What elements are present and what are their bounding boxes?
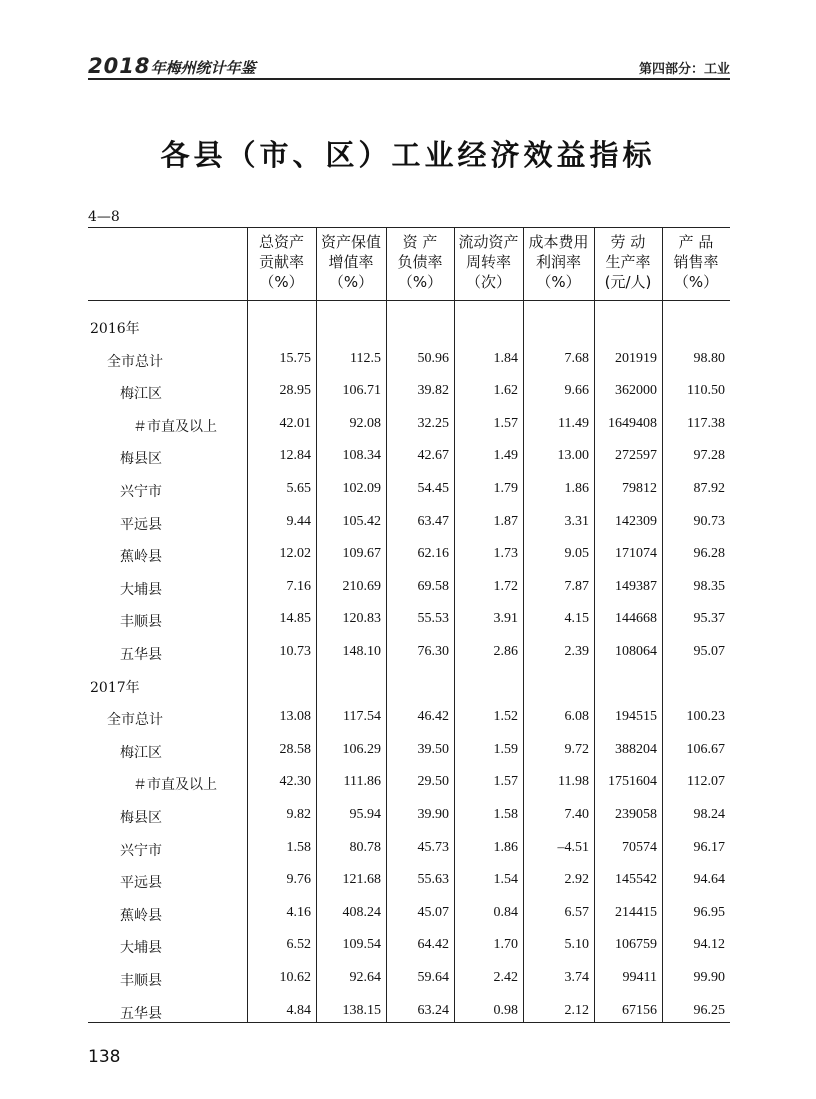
table-cell: 2.39	[564, 644, 589, 659]
table-cell: 50.96	[417, 350, 449, 366]
table-cell: 7.68	[564, 350, 589, 366]
column-header	[662, 232, 730, 292]
table-cell: 1.54	[493, 872, 518, 888]
table-cell: 12.02	[279, 546, 311, 562]
column-header	[386, 232, 454, 292]
table-cell: 5.65	[286, 481, 311, 496]
book-year: 2018	[88, 54, 151, 78]
table-cell: 194515	[615, 709, 657, 725]
table-cell: 42.30	[279, 774, 311, 790]
row-label: 梅县区	[120, 451, 162, 468]
table-cell: 4.84	[286, 1002, 311, 1018]
table-cell: 7.16	[286, 578, 311, 594]
year-row	[88, 310, 730, 342]
table-cell: 28.58	[279, 741, 311, 757]
table-row	[88, 343, 730, 375]
table-cell: 1.87	[493, 513, 518, 529]
table-cell: 201919	[615, 350, 657, 366]
row-label: 平远县	[120, 516, 162, 533]
row-label: 梅江区	[120, 386, 162, 403]
table-cell: 3.74	[564, 970, 589, 985]
table-cell: 98.80	[693, 350, 725, 366]
table-cell: 9.44	[286, 513, 311, 529]
header-rule	[88, 78, 730, 80]
table-cell: 4.16	[286, 904, 311, 920]
row-label: 丰顺县	[120, 614, 162, 631]
table-cell: 7.40	[564, 807, 589, 822]
table-cell: 214415	[615, 904, 657, 920]
table-cell: 9.05	[564, 546, 589, 562]
table-cell: 105.42	[342, 513, 381, 529]
column-header-line: 贡献率	[258, 253, 304, 271]
table-cell: 32.25	[417, 415, 449, 431]
table-cell: 98.35	[693, 578, 725, 594]
table-cell: 1.86	[564, 481, 589, 496]
table-cell: 76.30	[417, 644, 449, 659]
table-cell: 62.16	[417, 546, 449, 562]
row-label: 大埔县	[120, 581, 162, 598]
table-row	[88, 897, 730, 929]
table-row	[88, 636, 730, 668]
table-cell: 145542	[615, 872, 657, 888]
table-cell: 9.76	[286, 872, 311, 888]
table-cell: 15.75	[279, 350, 311, 366]
table-cell: 63.24	[417, 1002, 449, 1018]
column-header	[316, 232, 386, 292]
column-header-line: 负债率	[397, 253, 443, 271]
table-cell: 109.67	[342, 546, 381, 562]
table-cell: 106759	[615, 937, 657, 953]
table-cell: 98.24	[693, 807, 725, 822]
column-header	[454, 232, 523, 292]
row-label: ＃市直及以上	[133, 777, 217, 794]
table-cell: 117.38	[687, 415, 725, 431]
table-cell: 1.49	[493, 448, 518, 464]
table-cell: 99.90	[693, 970, 725, 985]
column-header-line: 周转率	[465, 253, 511, 271]
table-cell: 55.53	[417, 611, 449, 627]
table-cell: 5.10	[564, 937, 589, 953]
running-header	[88, 52, 730, 78]
row-label: 2016年	[90, 321, 140, 337]
table-cell: –4.51	[557, 839, 589, 855]
table-cell: 95.37	[693, 611, 725, 627]
table-row	[88, 375, 730, 407]
table-cell: 138.15	[342, 1002, 381, 1018]
table-cell: 108.34	[342, 448, 381, 464]
table-cell: 92.08	[349, 415, 381, 431]
table-cell: 87.92	[693, 481, 725, 496]
table-cell: 2.12	[564, 1002, 589, 1018]
table-row	[88, 408, 730, 440]
year-row	[88, 669, 730, 701]
table-cell: 106.67	[686, 741, 725, 757]
column-header-line: 增值率	[328, 253, 374, 271]
table-cell: 6.08	[564, 709, 589, 725]
table-row	[88, 734, 730, 766]
column-header-line: （次）	[465, 273, 511, 291]
table-cell: 3.91	[493, 611, 518, 627]
table-cell: 45.07	[417, 904, 449, 920]
table-cell: 90.73	[693, 513, 725, 529]
table-cell: 54.45	[417, 481, 449, 496]
table-cell: 1.52	[493, 709, 518, 725]
row-label: 蕉岭县	[120, 549, 162, 566]
row-label: 全市总计	[107, 712, 163, 729]
table-cell: 1.86	[493, 839, 518, 855]
table-cell: 239058	[615, 807, 657, 822]
column-header-line: 成本费用	[528, 233, 589, 251]
column-header-line: 产 品	[678, 233, 714, 251]
table-cell: 9.66	[564, 383, 589, 399]
column-header-line: 资产保值	[320, 233, 381, 251]
column-header-line: 劳 动	[610, 233, 646, 251]
column-header-line: 销售率	[673, 253, 719, 271]
page-number: 138	[88, 1047, 121, 1067]
table-cell: 272597	[615, 448, 657, 464]
row-label: 蕉岭县	[120, 907, 162, 924]
table-cell: 80.78	[349, 839, 381, 855]
table-cell: 7.87	[564, 578, 589, 594]
book-name: 年梅州统计年鉴	[150, 59, 256, 77]
table-cell: 112.07	[687, 774, 725, 790]
column-header-line: （%）	[536, 273, 581, 291]
table-cell: 97.28	[693, 448, 725, 464]
table-cell: 210.69	[342, 578, 381, 594]
table-cell: 1.84	[493, 350, 518, 366]
table-row	[88, 832, 730, 864]
table-cell: 109.54	[342, 937, 381, 953]
table-cell: 11.98	[558, 774, 589, 790]
table-cell: 1.57	[493, 774, 518, 790]
section-title: 第四部分：工业	[638, 62, 730, 77]
column-header-line: 流动资产	[458, 233, 519, 251]
table-cell: 110.50	[687, 383, 725, 399]
row-label: 2017年	[90, 679, 140, 696]
table-cell: 3.31	[564, 513, 589, 529]
table-cell: 28.95	[279, 383, 311, 399]
table-cell: 69.58	[417, 578, 449, 594]
table-cell: 39.50	[417, 741, 449, 757]
table-row	[88, 473, 730, 505]
table-cell: 95.94	[349, 807, 381, 822]
row-label: 兴宁市	[120, 484, 162, 500]
table-cell: 408.24	[342, 904, 381, 920]
table-cell: 10.62	[279, 970, 311, 985]
table-cell: 120.83	[342, 611, 381, 627]
table-cell: 13.00	[557, 448, 589, 464]
table-row	[88, 864, 730, 896]
table-row	[88, 929, 730, 961]
table-cell: 79812	[622, 481, 657, 496]
column-header-line: （%）	[328, 273, 374, 291]
table-cell: 94.64	[693, 872, 725, 888]
table-cell: 112.5	[350, 350, 381, 366]
table-cell: 42.67	[417, 448, 449, 464]
table-row	[88, 701, 730, 733]
table-cell: 95.07	[693, 644, 725, 659]
table-cell: 388204	[615, 741, 657, 757]
table-cell: 106.71	[342, 383, 381, 399]
table-cell: 102.09	[342, 481, 381, 496]
table-cell: 12.84	[279, 448, 311, 464]
table-cell: 362000	[615, 383, 657, 399]
table-cell: 148.10	[342, 644, 381, 659]
table-cell: 55.63	[417, 872, 449, 888]
table-cell: 39.90	[417, 807, 449, 822]
table-cell: 1.62	[493, 383, 518, 399]
row-label: 梅县区	[120, 810, 162, 826]
table-cell: 1.72	[493, 578, 518, 594]
table-cell: 13.08	[279, 709, 311, 725]
table-cell: 96.25	[693, 1002, 725, 1018]
table-cell: 11.49	[558, 415, 589, 431]
header-bottom-rule	[88, 300, 730, 301]
table-bottom-rule	[88, 1022, 730, 1023]
page-title: 各县（市、区）工业经济效益指标	[160, 138, 656, 172]
table-cell: 64.42	[417, 937, 449, 953]
column-header-line: 生产率	[605, 253, 651, 271]
table-cell: 96.28	[693, 546, 725, 562]
table-cell: 2.86	[493, 644, 518, 659]
table-cell: 106.29	[342, 741, 381, 757]
table-cell: 144668	[615, 611, 657, 627]
table-cell: 10.73	[279, 644, 311, 659]
table-number: 4—8	[88, 209, 120, 225]
table-cell: 0.84	[493, 904, 518, 920]
table-cell: 96.17	[693, 839, 725, 855]
row-label: 梅江区	[120, 744, 162, 761]
table-cell: 99411	[622, 970, 657, 985]
table-row	[88, 766, 730, 798]
column-header	[247, 232, 316, 292]
table-cell: 108064	[615, 644, 657, 659]
table-cell: 1.79	[493, 481, 518, 496]
table-row	[88, 440, 730, 472]
table-cell: 70574	[622, 839, 657, 855]
column-header-line: （%）	[397, 273, 443, 291]
table-cell: 63.47	[417, 513, 449, 529]
table-row	[88, 506, 730, 538]
row-label: 五华县	[120, 647, 162, 663]
table-cell: 9.72	[564, 741, 589, 757]
table-cell: 92.64	[349, 970, 381, 985]
table-cell: 6.52	[286, 937, 311, 953]
table-cell: 94.12	[693, 937, 725, 953]
table-cell: 29.50	[417, 774, 449, 790]
table-cell: 42.01	[279, 415, 311, 431]
table-top-rule	[88, 227, 730, 228]
table-cell: 2.42	[493, 970, 518, 985]
book-title	[88, 54, 255, 78]
table-cell: 1.57	[493, 415, 518, 431]
table-cell: 117.54	[343, 709, 381, 725]
column-header	[594, 232, 662, 292]
row-label: 大埔县	[120, 940, 162, 957]
table-cell: 0.98	[493, 1002, 518, 1018]
row-label: 全市总计	[107, 353, 163, 370]
table-cell: 111.86	[343, 774, 381, 790]
table-cell: 9.82	[286, 807, 311, 822]
table-cell: 2.92	[564, 872, 589, 888]
table-cell: 96.95	[693, 904, 725, 920]
row-label: ＃市直及以上	[133, 418, 217, 435]
table-cell: 100.23	[686, 709, 725, 725]
table-cell: 45.73	[417, 839, 449, 855]
table-cell: 1.70	[493, 937, 518, 953]
table-cell: 1.59	[493, 741, 518, 757]
table-cell: 149387	[615, 578, 657, 594]
column-header-line: 资 产	[402, 233, 438, 251]
table-cell: 67156	[622, 1002, 657, 1018]
table-row	[88, 799, 730, 831]
table-cell: 46.42	[417, 709, 449, 725]
table-cell: 1751604	[608, 774, 657, 790]
row-label: 兴宁市	[120, 842, 162, 859]
table-row	[88, 538, 730, 570]
table-cell: 171074	[615, 546, 657, 562]
table-row	[88, 571, 730, 603]
table-cell: 14.85	[279, 611, 311, 627]
table-cell: 59.64	[417, 970, 449, 985]
column-header-line: 总资产	[258, 233, 304, 251]
column-header-line: （%）	[259, 273, 304, 291]
table-cell: 1.58	[286, 839, 311, 855]
column-header	[523, 232, 594, 292]
table-cell: 4.15	[564, 611, 589, 627]
table-cell: 121.68	[342, 872, 381, 888]
column-header-line: 利润率	[535, 253, 581, 271]
table-cell: 6.57	[564, 904, 589, 920]
table-row	[88, 962, 730, 994]
column-header-line: (元/人)	[604, 273, 652, 291]
table-cell: 1.73	[493, 546, 518, 562]
table-cell: 39.82	[417, 383, 449, 399]
column-header-line: （%）	[673, 273, 719, 291]
row-label: 丰顺县	[120, 973, 162, 989]
row-label: 平远县	[120, 875, 162, 892]
table-cell: 142309	[615, 513, 657, 529]
table-cell: 1649408	[608, 415, 657, 431]
row-label: 五华县	[120, 1005, 162, 1022]
table-cell: 1.58	[493, 807, 518, 822]
table-row	[88, 603, 730, 635]
